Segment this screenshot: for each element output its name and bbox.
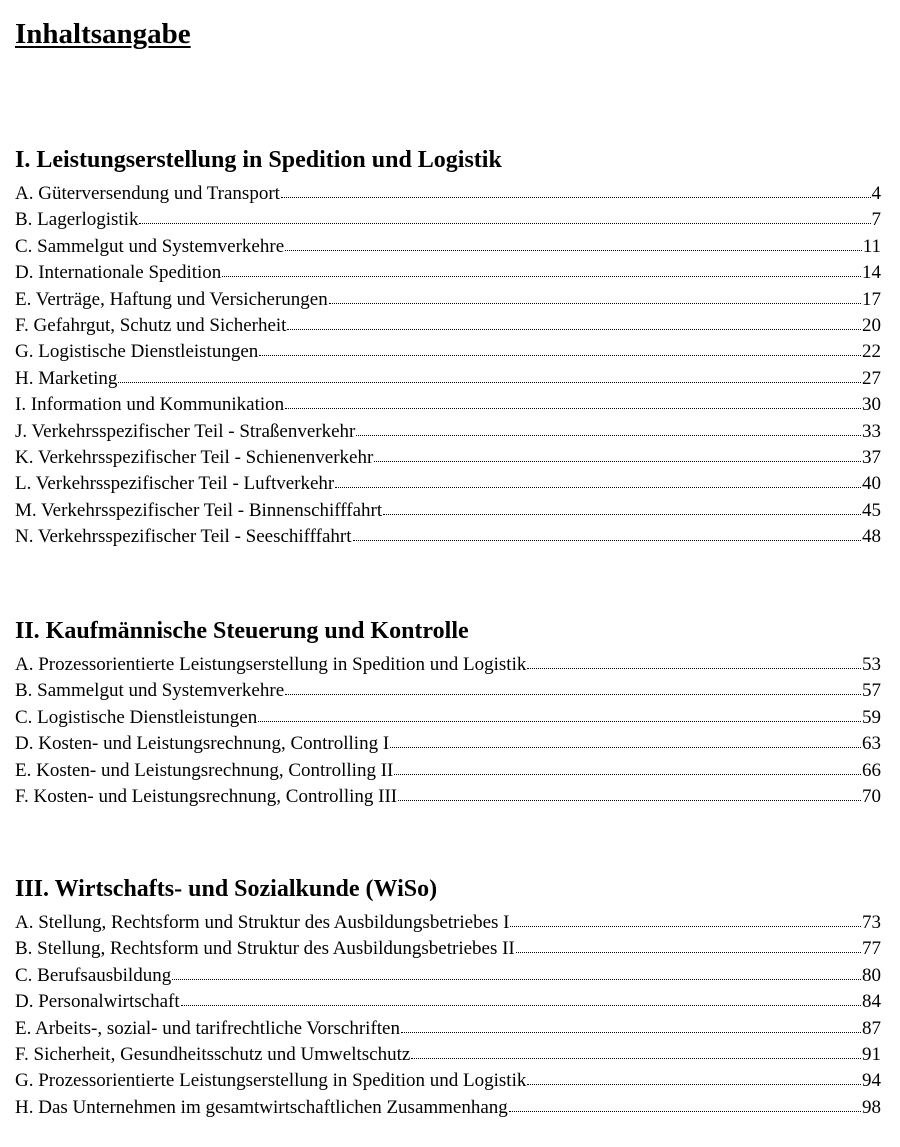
toc-entry-label: A. Prozessorientierte Leistungserstellung in Spedition und Logistik: [15, 654, 527, 675]
toc-entry-page-number: 17: [862, 288, 881, 310]
dot-leader: [285, 250, 862, 251]
toc-entry-page-number: 73: [862, 912, 881, 933]
toc-entry: [15, 339, 881, 365]
toc-entry-page-number: 80: [862, 964, 881, 986]
toc-section: [15, 874, 881, 1121]
toc-entry: [15, 1016, 881, 1042]
dot-leader: [509, 1111, 861, 1112]
toc-entry: [15, 910, 881, 936]
dot-leader: [516, 952, 861, 953]
toc-entry-page-number: 33: [862, 420, 881, 442]
toc-entry-list: [15, 181, 881, 550]
toc-entry: [15, 498, 881, 524]
toc-entry: [15, 207, 881, 233]
toc-entry-label: G. Prozessorientierte Leistungserstellung in Spedition und Logistik: [15, 1070, 527, 1092]
section-heading: I. Leistungserstellung in Spedition und Logistik: [15, 147, 502, 173]
toc-entry: [15, 678, 881, 704]
dot-leader: [383, 514, 861, 515]
toc-entry: [15, 652, 881, 678]
dot-leader: [285, 408, 861, 409]
dot-leader: [259, 355, 861, 356]
toc-entry-label: E. Arbeits-, sozial- und tarifrechtliche Vorschriften: [15, 1017, 400, 1039]
toc-entry: [15, 1095, 881, 1121]
toc-entry-page-number: 87: [862, 1017, 881, 1039]
toc-entry-page-number: 63: [862, 733, 881, 755]
dot-leader: [353, 540, 861, 541]
toc-entry: [15, 181, 881, 207]
toc-entry-label: B. Stellung, Rechtsform und Struktur des Ausbildungsbetriebes II: [15, 938, 515, 960]
toc-entry: [15, 287, 881, 313]
toc-entry-page-number: 84: [862, 991, 881, 1013]
dot-leader: [258, 721, 861, 722]
dot-leader: [329, 303, 861, 304]
toc-entry-page-number: 14: [862, 262, 881, 284]
dot-leader: [411, 1058, 861, 1059]
dot-leader: [139, 223, 870, 224]
toc-entry-page-number: 37: [862, 446, 881, 468]
dot-leader: [181, 1005, 861, 1006]
toc-entry-page-number: 22: [862, 341, 881, 363]
toc-entry: [15, 419, 881, 445]
section-heading: III. Wirtschafts- und Sozialkunde (WiSo): [15, 876, 438, 902]
toc-entry-label: K. Verkehrsspezifischer Teil - Schienenverkehr: [15, 446, 374, 468]
dot-leader: [398, 800, 861, 801]
toc-entry-label: H. Das Unternehmen im gesamtwirtschaftlichen Zusammenhang: [15, 1096, 508, 1118]
toc-entry-page-number: 94: [862, 1070, 881, 1092]
toc-entry-page-number: 27: [862, 367, 881, 389]
toc-entry-label: B. Sammelgut und Systemverkehre: [15, 680, 285, 702]
toc-entry-page-number: 40: [862, 473, 881, 495]
toc-entry-page-number: 48: [862, 526, 881, 548]
toc-entry: [15, 731, 881, 757]
toc-entry-label: N. Verkehrsspezifischer Teil - Seeschifffahrt: [15, 526, 352, 548]
dot-leader: [287, 329, 861, 330]
toc-entry-label: D. Personalwirtschaft: [15, 991, 180, 1013]
toc-entry: [15, 1042, 881, 1068]
toc-entry-page-number: 57: [862, 680, 881, 702]
toc-entry-label: E. Kosten- und Leistungsrechnung, Controlling II: [15, 759, 394, 781]
dot-leader: [118, 382, 861, 383]
toc-entry-label: C. Berufsausbildung: [15, 964, 172, 986]
dot-leader: [285, 694, 861, 695]
toc-entry-label: B. Lagerlogistik: [15, 209, 139, 231]
toc-entry-page-number: 98: [862, 1096, 881, 1118]
toc-entry: [15, 758, 881, 784]
toc-entry-page-number: 77: [862, 938, 881, 960]
toc-entry-label: A. Güterversendung und Transport: [15, 183, 280, 204]
toc-entry-label: D. Internationale Spedition: [15, 262, 222, 284]
toc-entry-label: C. Sammelgut und Systemverkehre: [15, 235, 285, 257]
toc-entry: [15, 1068, 881, 1094]
toc-entry-label: F. Sicherheit, Gesundheitsschutz und Umweltschutz: [15, 1043, 411, 1065]
toc-entry: [15, 313, 881, 339]
dot-leader: [527, 1084, 861, 1085]
toc-section: [15, 616, 881, 810]
toc-entry-page-number: 66: [862, 759, 881, 781]
dot-leader: [335, 487, 861, 488]
toc-entry-page-number: 45: [862, 499, 881, 521]
toc-entry-label: M. Verkehrsspezifischer Teil - Binnenschifffahrt: [15, 499, 383, 521]
toc-entry: [15, 784, 881, 810]
dot-leader: [390, 747, 861, 748]
toc-entry-page-number: 30: [862, 394, 881, 416]
dot-leader: [374, 461, 861, 462]
toc-entry: [15, 366, 881, 392]
dot-leader: [510, 926, 861, 927]
dot-leader: [394, 774, 861, 775]
toc-entry: [15, 936, 881, 962]
toc-entry-page-number: 20: [862, 314, 881, 336]
dot-leader: [527, 668, 861, 669]
toc-entry-label: J. Verkehrsspezifischer Teil - Straßenverkehr: [15, 420, 356, 442]
toc-entry: [15, 705, 881, 731]
toc-entry-label: A. Stellung, Rechtsform und Struktur des Ausbildungsbetriebes I: [15, 912, 510, 933]
toc-entry: [15, 471, 881, 497]
toc-entry-label: F. Kosten- und Leistungsrechnung, Controlling III: [15, 785, 398, 807]
section-heading: II. Kaufmännische Steuerung und Kontrolle: [15, 618, 469, 644]
toc-entry-label: G. Logistische Dienstleistungen: [15, 341, 259, 363]
toc-entry-label: C. Logistische Dienstleistungen: [15, 706, 258, 728]
toc-entry-label: H. Marketing: [15, 367, 118, 389]
toc-entry: [15, 989, 881, 1015]
toc-entry-label: F. Gefahrgut, Schutz und Sicherheit: [15, 314, 287, 336]
toc-entry: [15, 445, 881, 471]
toc-entry-page-number: 70: [862, 785, 881, 807]
toc-entry-page-number: 91: [862, 1043, 881, 1065]
toc-entry-page-number: 59: [862, 706, 881, 728]
toc-entry: [15, 260, 881, 286]
toc-entry-page-number: 4: [871, 183, 881, 204]
toc-entry: [15, 234, 881, 260]
toc-entry-list: [15, 910, 881, 1121]
dot-leader: [281, 197, 871, 198]
toc-entry-page-number: 7: [871, 209, 881, 231]
dot-leader: [222, 276, 861, 277]
dot-leader: [172, 979, 861, 980]
dot-leader: [401, 1032, 861, 1033]
toc-entry-list: [15, 652, 881, 810]
toc-entry-label: E. Verträge, Haftung und Versicherungen: [15, 288, 328, 310]
toc-entry-label: D. Kosten- und Leistungsrechnung, Controlling I: [15, 733, 390, 755]
document-title: Inhaltsangabe: [15, 18, 191, 50]
toc-entry: [15, 392, 881, 418]
toc-entry-label: I. Information und Kommunikation: [15, 394, 285, 416]
toc-entry-page-number: 11: [862, 235, 881, 257]
dot-leader: [356, 435, 861, 436]
toc-entry: [15, 963, 881, 989]
toc-entry-page-number: 53: [862, 654, 881, 675]
toc-entry-label: L. Verkehrsspezifischer Teil - Luftverkehr: [15, 473, 335, 495]
toc-entry: [15, 524, 881, 550]
toc-section: [15, 145, 881, 550]
